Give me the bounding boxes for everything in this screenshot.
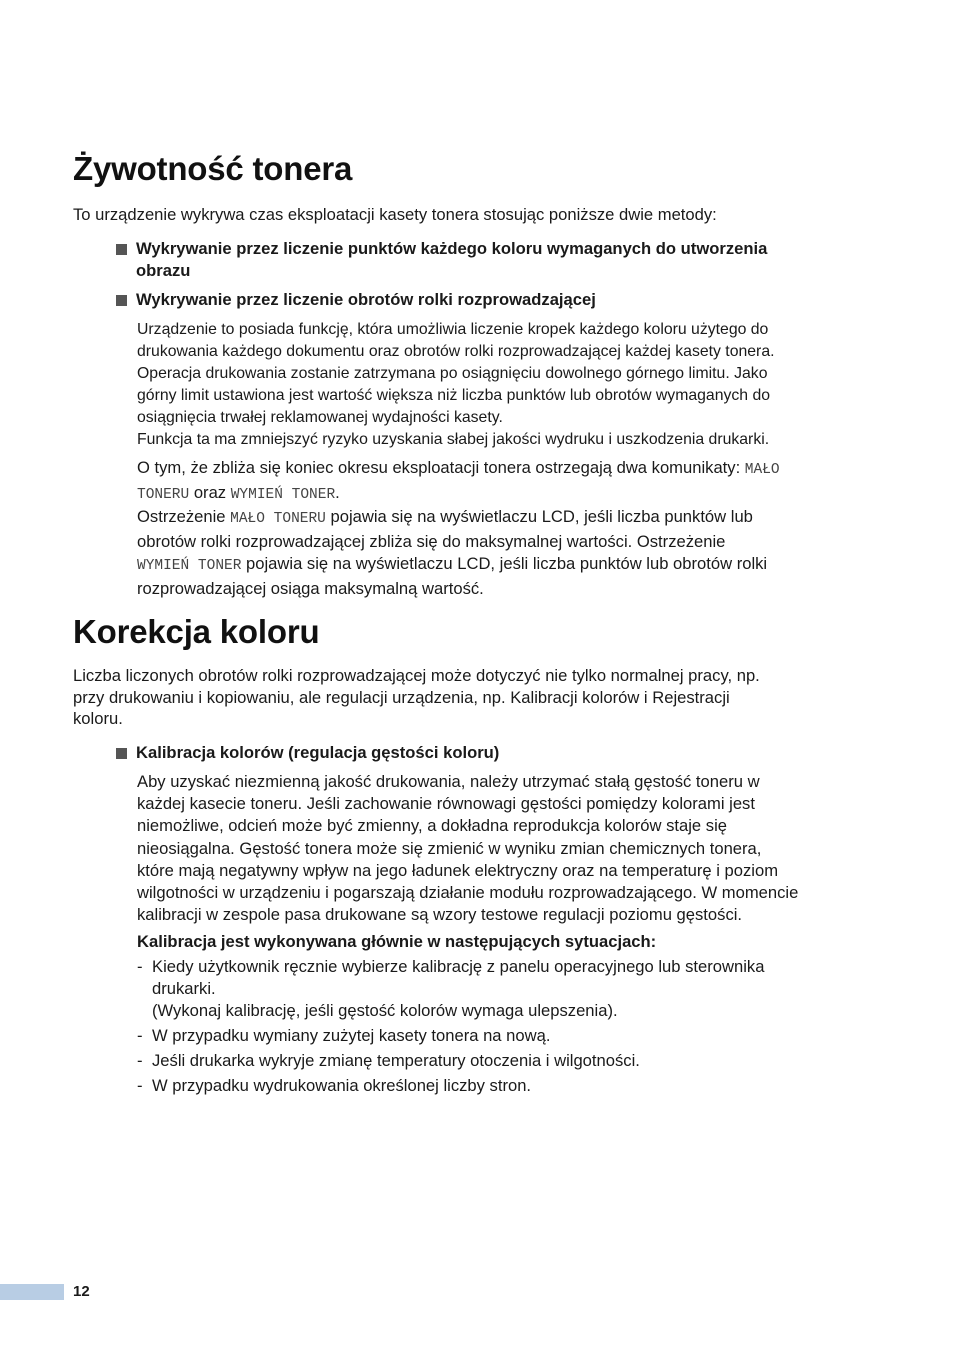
lcd-message: MAŁO bbox=[744, 462, 780, 478]
desc-line: drukowania każdego dokumentu oraz obrotów rolki rozprowadzającej każdej kasety tonera. bbox=[137, 343, 775, 360]
desc-line: Operacja drukowania zostanie zatrzymana po osiągnięciu dowolnego górnego limitu. Jako bbox=[137, 365, 768, 382]
desc-line: kalibracji w zespole pasa drukowane są wzory testowe regulacji poziomu gęstości. bbox=[137, 905, 743, 925]
footer-bar bbox=[0, 1284, 64, 1300]
desc-line: Aby uzyskać niezmienną jakość drukowania, należy utrzymać stałą gęstość toneru w bbox=[137, 772, 760, 791]
square-bullet-icon bbox=[116, 295, 127, 306]
warn-text: obrotów rolki rozprowadzającej zbliża się do maksymalnej wartości. Ostrzeżenie bbox=[137, 531, 726, 551]
list-item-line: (Wykonaj kalibrację, jeśli gęstość kolorów wymaga ulepszenia). bbox=[152, 1001, 618, 1020]
lcd-message: WYMIEŃ TONER bbox=[137, 558, 242, 575]
dash-bullet: - bbox=[137, 1051, 143, 1070]
list-item-line: W przypadku wydrukowania określonej liczby stron. bbox=[152, 1076, 532, 1095]
section2-description bbox=[137, 771, 798, 926]
bullet-text: obrazu bbox=[136, 260, 191, 280]
warn-text: . bbox=[335, 482, 340, 502]
section-title-toner-life: Żywotność tonera bbox=[73, 150, 353, 187]
warn-text: pojawia się na wyświetlaczu LCD, jeśli liczba punktów lub obrotów rolki bbox=[241, 554, 768, 574]
list-item-line: drukarki. bbox=[152, 979, 216, 998]
desc-line: górny limit ustawiona jest wartość większa niż liczba punktów lub obrotów wymaganych do bbox=[137, 387, 771, 404]
intro-line: przy drukowaniu i kopiowaniu, ale regulacji urządzenia, np. Kalibracji kolorów i Rejestracji bbox=[73, 687, 730, 707]
dash-bullet: - bbox=[137, 1026, 143, 1045]
calibration-subheading: Kalibracja jest wykonywana głównie w następujących sytuacjach: bbox=[137, 932, 657, 951]
warn-text: pojawia się na wyświetlaczu LCD, jeśli liczba punktów lub bbox=[325, 507, 753, 527]
desc-line: osiągnięcia trwałej reklamowanej wydajności kasety. bbox=[137, 409, 503, 426]
square-bullet-icon bbox=[116, 244, 127, 255]
list-item-line: Jeśli drukarka wykryje zmianę temperatury otoczenia i wilgotności. bbox=[152, 1051, 640, 1070]
warn-text: rozprowadzającej osiąga maksymalną wartość. bbox=[137, 578, 484, 598]
page-number: 12 bbox=[73, 1283, 90, 1300]
warn-text: O tym, że zbliża się koniec okresu eksploatacji tonera ostrzegają dwa komunikaty: bbox=[137, 458, 745, 477]
list-item-line: W przypadku wymiany zużytej kasety tonera na nową. bbox=[152, 1026, 551, 1045]
section1-intro: To urządzenie wykrywa czas eksploatacji kasety tonera stosując poniższe dwie metody: bbox=[73, 205, 717, 224]
desc-line: Funkcja ta ma zmniejszyć ryzyko uzyskania słabej jakości wydruku i uszkodzenia drukarki. bbox=[137, 431, 770, 448]
desc-line: Urządzenie to posiada funkcję, która umożliwia liczenie kropek każdego koloru użytego do bbox=[137, 321, 769, 338]
lcd-message: WYMIEŃ TONER bbox=[230, 486, 336, 503]
intro-line: koloru. bbox=[73, 709, 123, 728]
desc-line: które mają negatywny wpływ na jego ładunek elektryczny oraz na temperaturę i poziom bbox=[137, 860, 779, 880]
toner-warning-paragraph bbox=[137, 457, 780, 601]
square-bullet-icon bbox=[116, 748, 127, 759]
bullet-text: Wykrywanie przez liczenie obrotów rolki rozprowadzającej bbox=[136, 290, 596, 309]
section1-description bbox=[137, 319, 775, 451]
desc-line: nieosiągalna. Gęstość tonera może się zmienić w wyniku zmian chemicznych tonera, bbox=[137, 838, 762, 858]
warn-text: Ostrzeżenie bbox=[137, 507, 231, 527]
bullet-text: Kalibracja kolorów (regulacja gęstości koloru) bbox=[136, 743, 500, 762]
warn-text: oraz bbox=[189, 482, 231, 502]
dash-bullet: - bbox=[137, 957, 143, 976]
section2-intro bbox=[73, 665, 760, 730]
desc-line: niemożliwe, odcień może być zmienny, a dokładna reprodukcja kolorów staje się bbox=[137, 816, 727, 836]
intro-line: Liczba liczonych obrotów rolki rozprowadzającej może dotyczyć nie tylko normalnej pracy, np. bbox=[73, 666, 760, 685]
bullet-text: Wykrywanie przez liczenie punktów każdego koloru wymaganych do utworzenia bbox=[136, 239, 768, 258]
list-item-line: Kiedy użytkownik ręcznie wybierze kalibrację z panelu operacyjnego lub sterownika bbox=[152, 957, 765, 976]
desc-line: wilgotności w urządzeniu i pogarszają działanie modułu rozprowadzającego. W momencie bbox=[137, 883, 799, 903]
lcd-message: TONERU bbox=[137, 486, 190, 503]
desc-line: każdej kasecie toneru. Jeśli zachowanie równowagi gęstości pomiędzy kolorami jest bbox=[137, 794, 755, 814]
dash-bullet: - bbox=[137, 1076, 143, 1095]
lcd-message: MAŁO TONERU bbox=[230, 511, 326, 528]
section-title-color-correction: Korekcja koloru bbox=[73, 613, 320, 650]
